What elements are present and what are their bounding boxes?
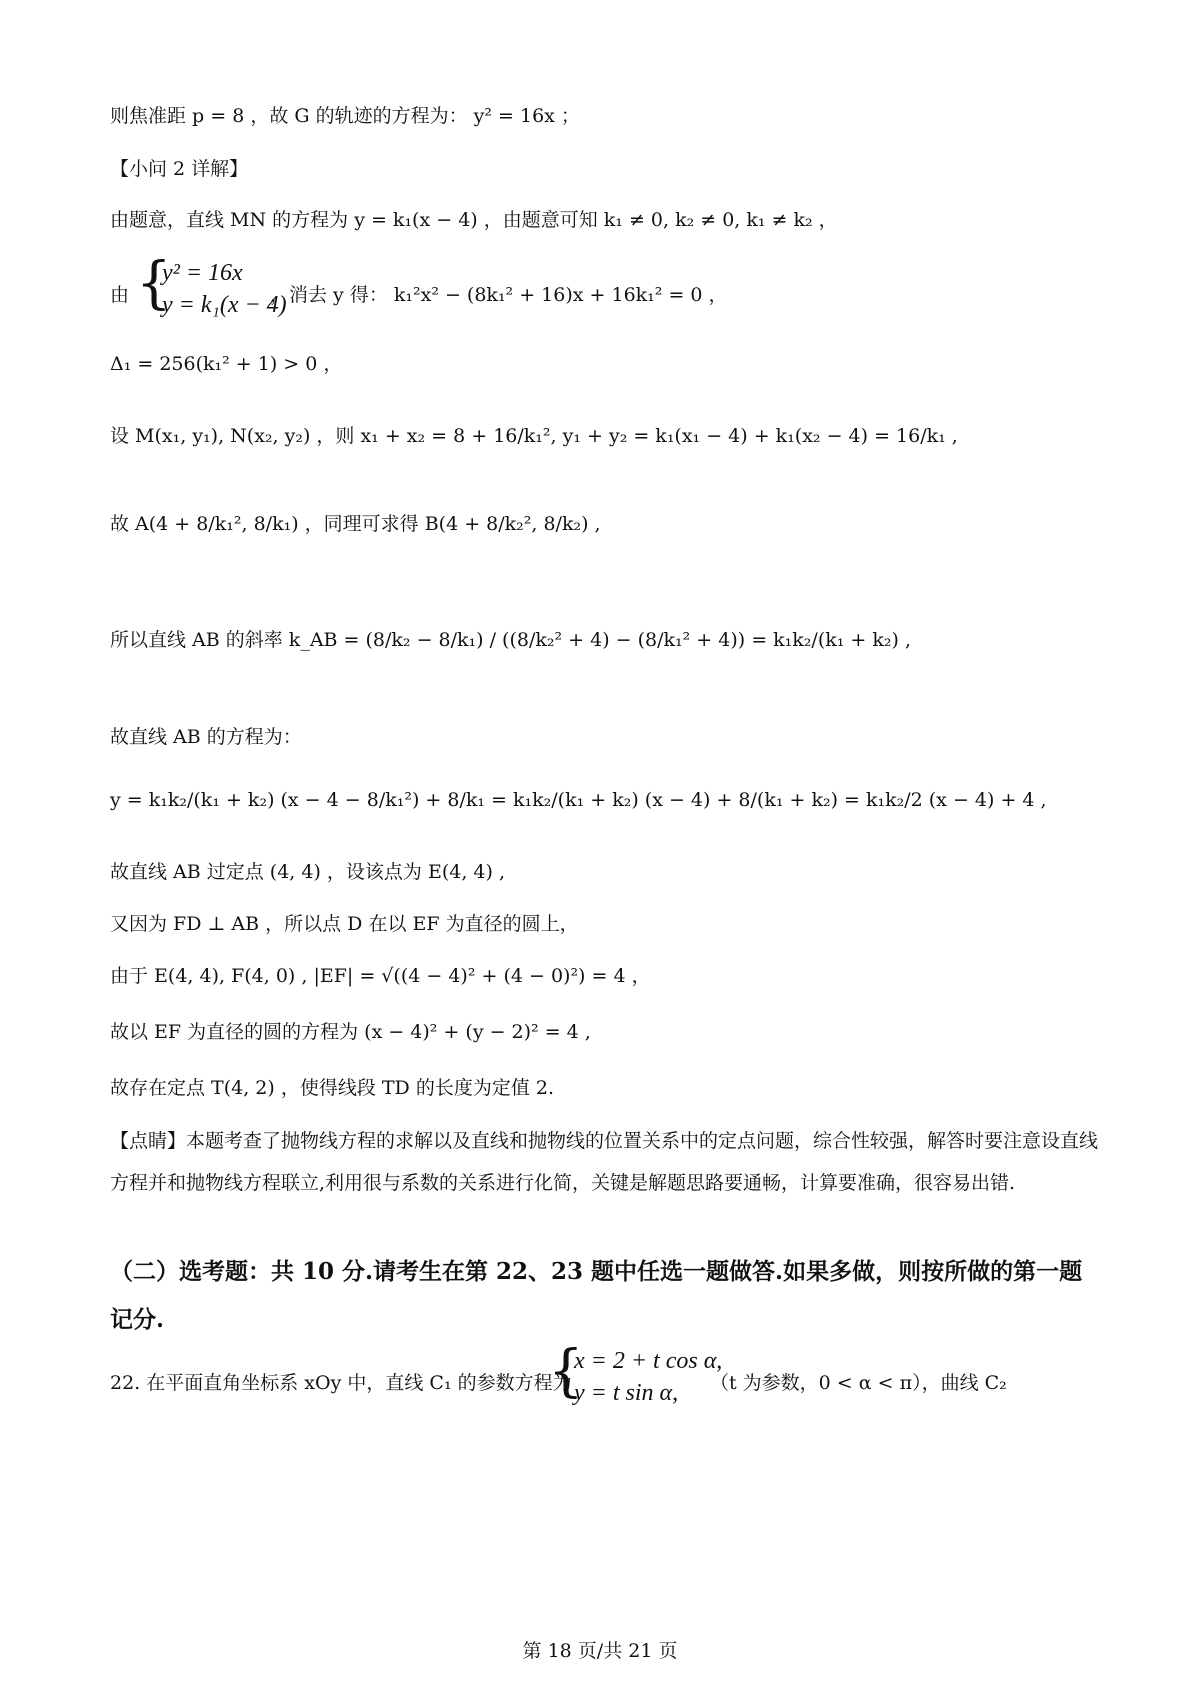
line-circle-equation: 故以 EF 为直径的圆的方程为 (x − 4)² + (y − 2)² = 4 , [110, 1021, 591, 1043]
question-22 [110, 1339, 1100, 1410]
q22-prefix: 22. 在平面直角坐标系 xOy 中，直线 C₁ 的参数方程为 [110, 1372, 572, 1394]
system-prefix: 由 [110, 284, 130, 306]
line-points-ab: 故 A(4 + 8/k₁², 8/k₁) ，同理可求得 B(4 + 8/k₂², 8/k₂) , [110, 513, 601, 535]
q22-brace: { [548, 1339, 584, 1404]
q22-eq-1: x = 2 + t cos α, [574, 1348, 723, 1374]
system-eq-1: y² = 16x [162, 260, 243, 286]
line-ab-equation: y = k₁k₂/(k₁ + k₂) (x − 4 − 8/k₁²) + 8/k₁ = k₁k₂/(k₁ + k₂) (x − 4) + 8/(k₁ + k₂) = k₁k₂/2 (x − 4) + 4 , [110, 789, 1047, 811]
system-result: ，消去 y 得： k₁²x² − (8k₁² + 16)x + 16k₁² = 0 ， [270, 284, 728, 306]
line-conclusion: 故存在定点 T(4, 2) ，使得线段 TD 的长度为定值 2. [110, 1077, 554, 1099]
line-mn-equation: 由题意，直线 MN 的方程为 y = k₁(x − 4) ，由题意可知 k₁ ≠ 0, k₂ ≠ 0, k₁ ≠ k₂ ， [110, 209, 838, 231]
system-eq-2: y = k₁(x − 4) [162, 292, 287, 318]
q22-suffix: （t 为参数，0 < α < π），曲线 C₂ [710, 1372, 1007, 1394]
system-brace: { [136, 251, 172, 316]
subheading-part2: 【小问 2 详解】 [110, 158, 249, 180]
line-vieta: 设 M(x₁, y₁), N(x₂, y₂) ，则 x₁ + x₂ = 8 + 16/k₁², y₁ + y₂ = k₁(x₁ − 4) + k₁(x₂ − 4) = 16/k₁ , [110, 425, 958, 447]
line-fixed-point: 故直线 AB 过定点 (4, 4) ，设该点为 E(4, 4) , [110, 861, 505, 883]
q22-eq-2: y = t sin α, [574, 1380, 679, 1406]
line-perpendicular: 又因为 FD ⊥ AB ，所以点 D 在以 EF 为直径的圆上， [110, 913, 579, 935]
line-slope-ab: 所以直线 AB 的斜率 k_AB = (8/k₂ − 8/k₁) / ((8/k₂² + 4) − (8/k₁² + 4)) = k₁k₂/(k₁ + k₂) , [110, 629, 911, 651]
comment-dianjing: 【点睛】本题考查了抛物线方程的求解以及直线和抛物线的位置关系中的定点问题，综合性较强，解答时要注意设直线方程并和抛物线方程联立,利用很与系数的关系进行化简，关键是解题思路要通畅，计算要准确，很容易出错. [110, 1130, 1099, 1194]
line-ab-intro: 故直线 AB 的方程为： [110, 726, 302, 748]
page-footer: 第 18 页/共 21 页 [522, 1640, 678, 1662]
line-ef-length: 由于 E(4, 4), F(4, 0) , |EF| = √((4 − 4)² + (4 − 0)²) = 4 ， [110, 965, 651, 987]
line-discriminant: Δ₁ = 256(k₁² + 1) > 0 ， [110, 353, 343, 375]
line-focal-distance: 则焦准距 p = 8 ，故 G 的轨迹的方程为： y² = 16x ； [110, 105, 580, 127]
section-heading-optional: （二）选考题：共 10 分.请考生在第 22、23 题中任选一题做答.如果多做，则按所做的第一题记分. [110, 1258, 1083, 1333]
